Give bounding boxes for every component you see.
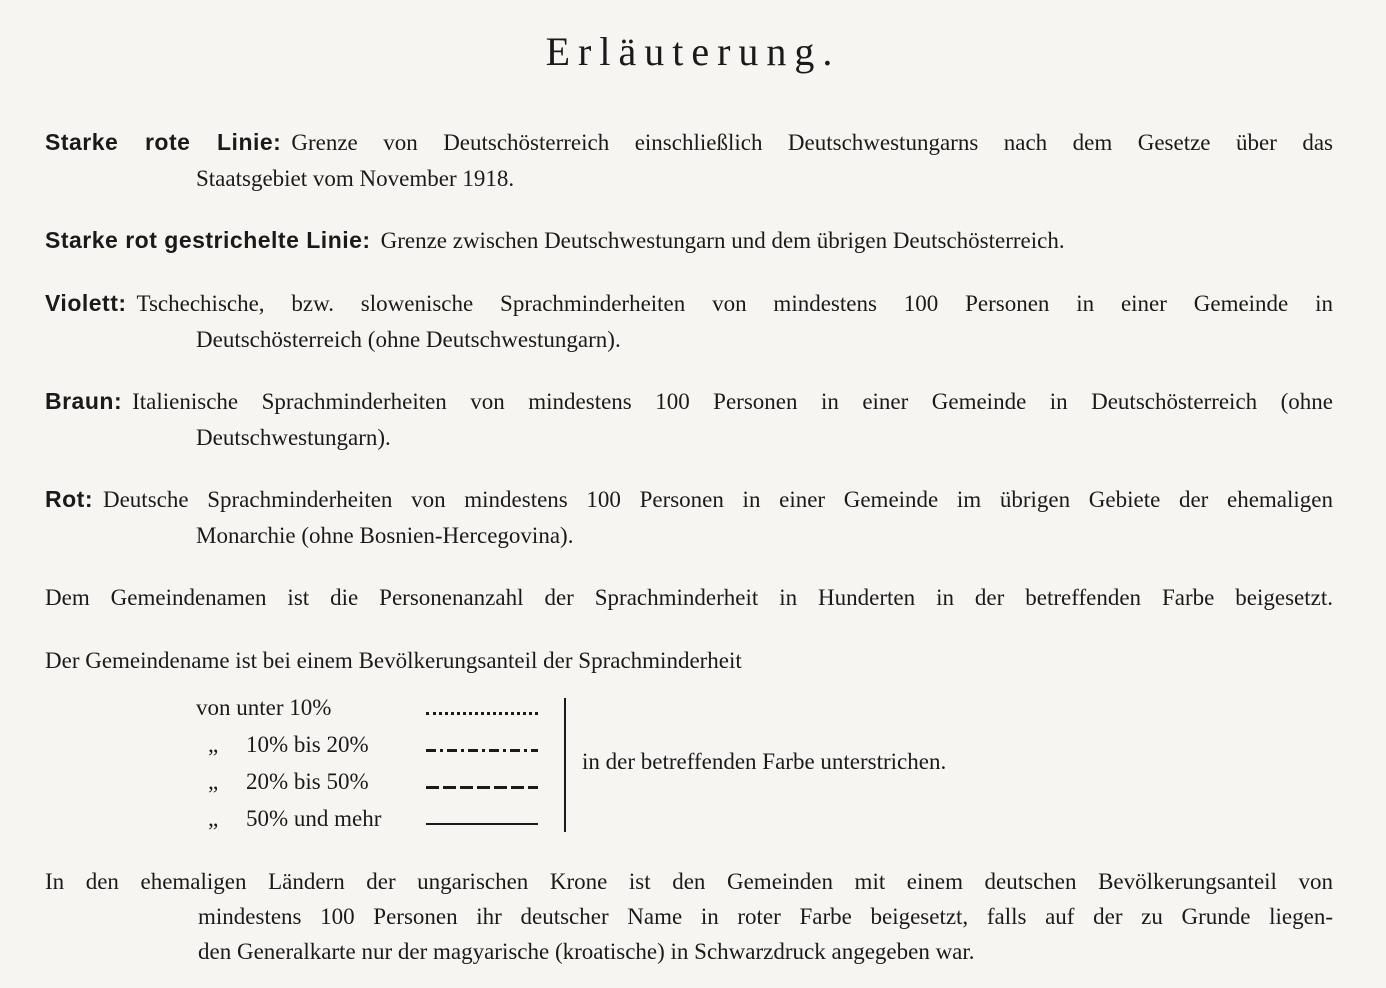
final-paragraph [45,864,1333,969]
solid-underline-sample [426,823,538,825]
entry-text: Grenze zwischen Deutschwestungarn und dem übrigen Deutschösterreich. [380,228,1065,253]
entry-first-line [45,124,1333,161]
legend-intro: Der Gemeindename ist bei einem Bevölkerungsanteil der Sprachminderheit [45,648,742,673]
entry-starke-rot-gestrichelte-linie [45,222,1333,259]
ditto-mark: „ [208,806,219,831]
entry-term: Starke rot gestrichelte Linie: [45,227,371,253]
entry-term: Violett: [45,290,127,316]
final-line-1: In den ehemaligen Ländern der ungarischen Krone ist den Gemeinden mit einem deutschen Bevölkerungsanteil von [45,869,1333,894]
entry-continuation: Deutschwestungarn). [196,425,391,450]
entry-first-line [45,285,1333,322]
entry-rot [45,481,1333,554]
entry-violett [45,285,1333,358]
brace-bracket [556,698,566,832]
note-numbers: Dem Gemeindenamen ist die Personenanzahl der Sprachminderheit in Hunderten in der betreffenden Farbe beigesetzt. [45,585,1333,610]
dash-dot-underline-sample [426,749,538,752]
entry-term: Braun: [45,388,123,414]
legend-label: 10% bis 20% [246,732,369,757]
entry-starke-rote-linie [45,124,1333,197]
legend-row-under-10 [196,690,556,726]
entry-first-line [45,481,1333,518]
entry-text: Deutsche Sprachminderheiten von mindestens 100 Personen in einer Gemeinde im übrigen Gebiete der ehemaligen [102,487,1333,512]
final-line-2: mindestens 100 Personen ihr deutscher Name in roter Farbe beigesetzt, falls auf der zu Grunde liegen- [198,904,1333,929]
legend-label: 50% und mehr [246,806,382,831]
final-line-3: den Generalkarte nur der magyarische (kroatische) in Schwarzdruck angegeben war. [198,939,975,964]
legend-note: in der betreffenden Farbe unterstrichen. [582,749,947,774]
entry-text: Italienische Sprachminderheiten von mindestens 100 Personen in einer Gemeinde in Deutschösterreich (ohne [132,389,1333,414]
entry-text: Grenze von Deutschösterreich einschließlich Deutschwestungarns nach dem Gesetze über das [291,130,1333,155]
entry-first-line [45,383,1333,420]
dashed-underline-sample [426,786,538,789]
legend-row-50-plus [196,801,556,837]
legend-row-20-50 [196,764,556,800]
legend-label: von unter 10% [196,695,332,720]
entry-continuation: Staatsgebiet vom November 1918. [196,166,515,191]
underline-legend [196,690,1096,840]
legend-row-10-20 [196,727,556,763]
entry-term: Rot: [45,486,93,512]
entry-continuation: Deutschösterreich (ohne Deutschwestungarn). [196,327,621,352]
entry-term: Starke rote Linie: [45,129,282,155]
legend-label: 20% bis 50% [246,769,369,794]
entry-braun [45,383,1333,456]
dotted-underline-sample [426,712,538,715]
page-title: Erläuterung. [545,29,841,74]
ditto-mark: „ [208,732,219,757]
entry-text: Tschechische, bzw. slowenische Sprachminderheiten von mindestens 100 Personen in einer Gemeinde in [136,291,1333,316]
entry-continuation: Monarchie (ohne Bosnien-Hercegovina). [196,523,574,548]
ditto-mark: „ [208,769,219,794]
